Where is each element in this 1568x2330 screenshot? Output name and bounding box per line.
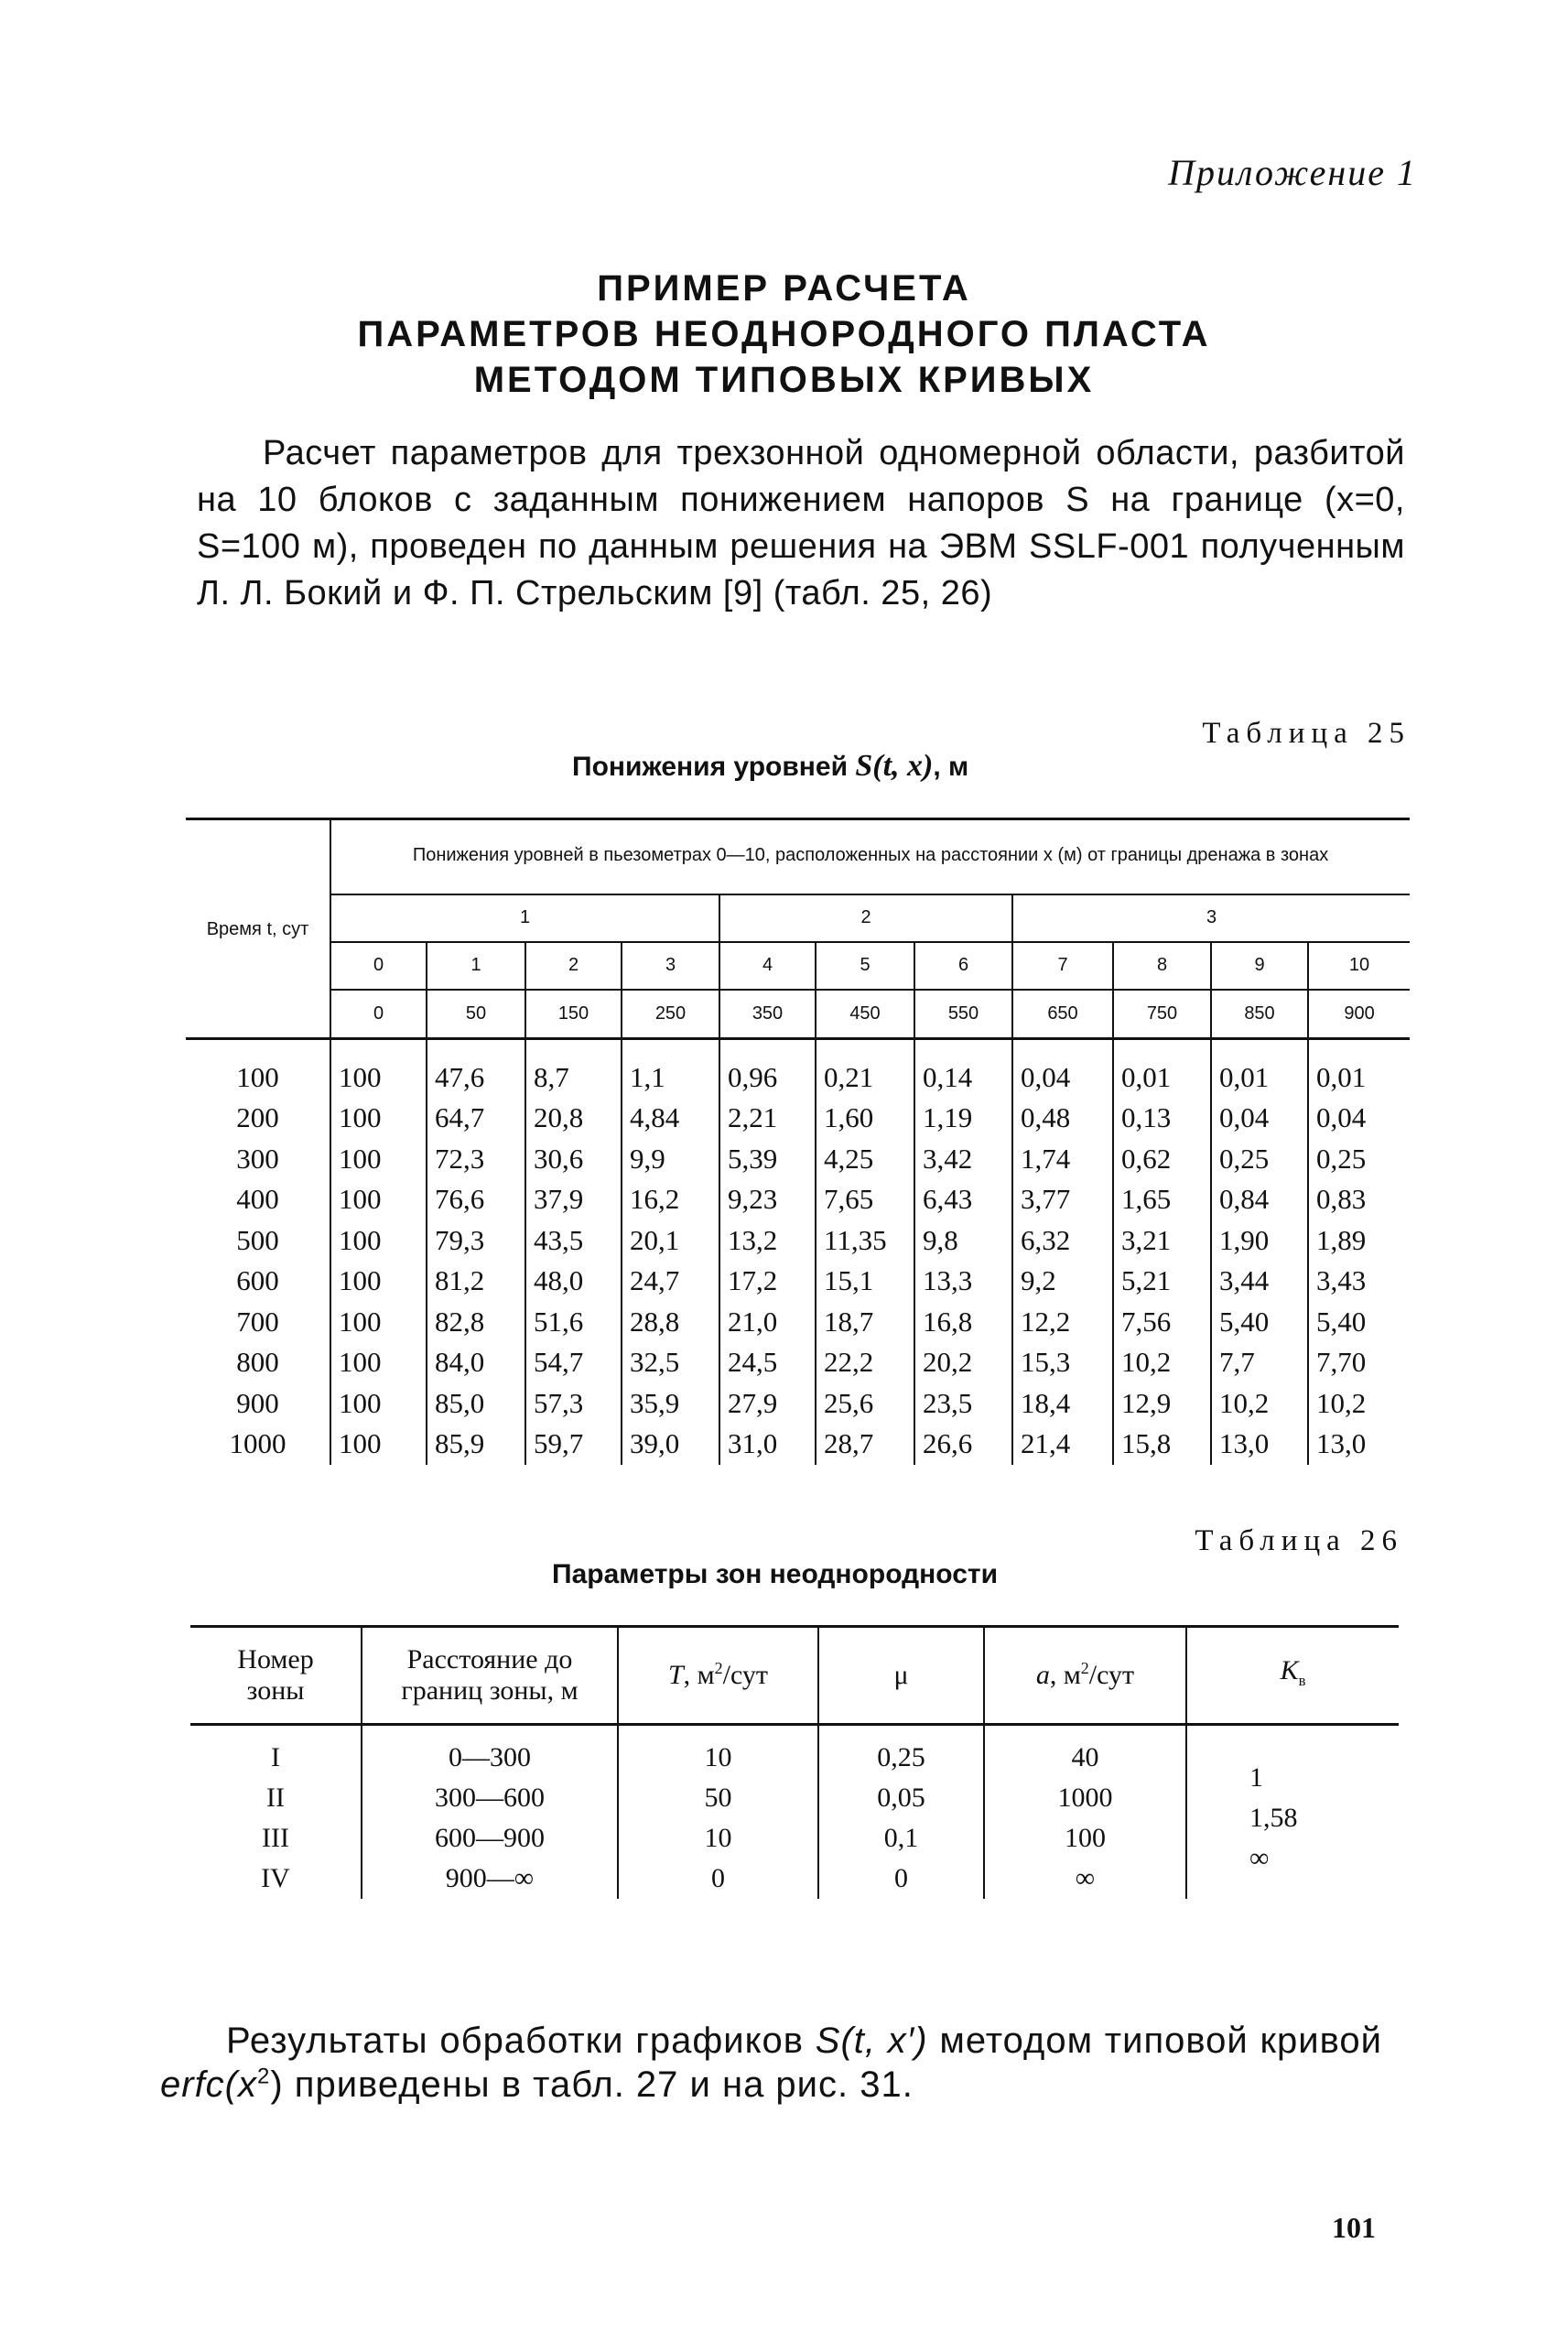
table25-caption [572, 749, 968, 784]
drawdown-cell: 20,8 [525, 1098, 622, 1139]
drawdown-cell: 47,6 [427, 1057, 525, 1099]
table-row [190, 1738, 1399, 1778]
drawdown-cell: 20,2 [914, 1342, 1012, 1383]
drawdown-cell: 8,7 [525, 1057, 622, 1099]
piezometer-header: 9 [1211, 942, 1308, 990]
drawdown-cell: 3,21 [1113, 1220, 1211, 1262]
piezometer-header: 2 [525, 942, 622, 990]
drawdown-cell: 17,2 [719, 1261, 816, 1302]
table25-caption-unit: , м [933, 752, 969, 782]
drawdown-cell: 1,90 [1211, 1220, 1308, 1262]
table-row [186, 1139, 1410, 1180]
drawdown-cell: 0,96 [719, 1057, 816, 1099]
drawdown-cell: 9,2 [1012, 1261, 1113, 1302]
drawdown-cell: 23,5 [914, 1383, 1012, 1425]
drawdown-cell: 54,7 [525, 1342, 622, 1383]
zone-T-cell: 0 [618, 1859, 818, 1899]
piezometer-header: 7 [1012, 942, 1113, 990]
drawdown-cell: 1,65 [1113, 1179, 1211, 1220]
drawdown-cell: 28,7 [816, 1424, 914, 1465]
drawdown-cell: 82,8 [427, 1302, 525, 1343]
drawdown-cell: 5,21 [1113, 1261, 1211, 1302]
piezometer-header: 0 [330, 942, 427, 990]
drawdown-cell: 0,01 [1113, 1057, 1211, 1099]
k-value: ∞ [1249, 1842, 1270, 1873]
drawdown-cell: 13,3 [914, 1261, 1012, 1302]
time-cell: 300 [236, 1142, 279, 1175]
drawdown-cell: 2,21 [719, 1098, 816, 1139]
drawdown-cell: 43,5 [525, 1220, 622, 1262]
drawdown-cell: 64,7 [427, 1098, 525, 1139]
time-header: Время t, сут [186, 819, 330, 1039]
piezometer-header: 1 [427, 942, 525, 990]
drawdown-cell: 22,2 [816, 1342, 914, 1383]
table25-caption-math: S(t, x) [855, 749, 934, 783]
zone-3: 3 [1012, 894, 1410, 942]
piezometer-header: 8 [1113, 942, 1211, 990]
k-values-cell [1186, 1738, 1399, 1899]
drawdown-cell: 72,3 [427, 1139, 525, 1180]
drawdown-cell: 4,84 [622, 1098, 719, 1139]
zone-a-cell: ∞ [984, 1859, 1186, 1899]
drawdown-cell: 9,23 [719, 1179, 816, 1220]
time-cell: 700 [236, 1305, 279, 1338]
intro-paragraph: Расчет параметров для трехзонной одномерной области, разбитой на 10 блоков с заданным понижением напоров S на границе (x=0, S=100 м), проведен по данным решения на ЭВМ SSLF-001 полученным Л. Л. Бокий и Ф. П. Стрельским [9] (табл. 25, 26) [197, 434, 1405, 612]
zone-dist-cell: 600—900 [362, 1818, 618, 1859]
drawdown-cell: 0,14 [914, 1057, 1012, 1099]
k-value: 1 [1249, 1761, 1263, 1793]
drawdown-cell: 48,0 [525, 1261, 622, 1302]
table-row [186, 1383, 1410, 1425]
zone-header-row [186, 894, 1410, 942]
drawdown-cell: 28,8 [622, 1302, 719, 1343]
time-cell: 1000 [229, 1427, 287, 1459]
distance-header: 650 [1012, 990, 1113, 1039]
distance-header: 900 [1308, 990, 1410, 1039]
drawdown-cell: 16,2 [622, 1179, 719, 1220]
table26-caption: Параметры зон неоднородности [552, 1559, 999, 1589]
drawdown-cell: 0,25 [1211, 1139, 1308, 1180]
drawdown-cell: 9,9 [622, 1139, 719, 1180]
drawdown-cell: 5,39 [719, 1139, 816, 1180]
drawdown-cell: 84,0 [427, 1342, 525, 1383]
piezometer-header: 10 [1308, 942, 1410, 990]
drawdown-cell: 31,0 [719, 1424, 816, 1465]
drawdown-cell: 16,8 [914, 1302, 1012, 1343]
drawdown-cell: 13,2 [719, 1220, 816, 1262]
zone-mu-cell: 0,05 [818, 1778, 984, 1818]
title-line-3: МЕТОДОМ ТИПОВЫХ КРИВЫХ [473, 360, 1095, 400]
drawdown-cell: 100 [330, 1139, 427, 1180]
drawdown-cell: 81,2 [427, 1261, 525, 1302]
drawdown-cell: 0,21 [816, 1057, 914, 1099]
time-cell: 500 [236, 1223, 279, 1256]
title-line-2: ПАРАМЕТРОВ НЕОДНОРОДНОГО ПЛАСТА [357, 314, 1211, 354]
drawdown-cell: 100 [330, 1098, 427, 1139]
drawdown-cell: 100 [330, 1057, 427, 1099]
drawdown-cell: 100 [330, 1220, 427, 1262]
piezometer-header: 5 [816, 942, 914, 990]
zone-2: 2 [719, 894, 1012, 942]
zone-zone-cell: I [271, 1741, 280, 1772]
distance-header: 0 [330, 990, 427, 1039]
drawdown-cell: 85,0 [427, 1383, 525, 1425]
zone-zone-cell: II [266, 1782, 285, 1813]
drawdown-cell: 100 [330, 1424, 427, 1465]
table25-caption-text: Понижения уровней [572, 752, 856, 782]
drawdown-cell: 26,6 [914, 1424, 1012, 1465]
table26-header-row [190, 1627, 1399, 1725]
drawdown-cell: 30,6 [525, 1139, 622, 1180]
page-title [0, 266, 1568, 403]
drawdown-cell: 3,43 [1308, 1261, 1410, 1302]
drawdown-cell: 0,04 [1308, 1098, 1410, 1139]
appendix-label: Приложение 1 [1168, 152, 1417, 193]
piezometer-header: 6 [914, 942, 1012, 990]
zone-zone-cell: IV [261, 1862, 290, 1893]
zone-number-header: Номер зоны [190, 1627, 362, 1725]
drawdown-cell: 12,9 [1113, 1383, 1211, 1425]
table-row [186, 1220, 1410, 1262]
drawdown-cell: 100 [330, 1261, 427, 1302]
time-cell: 100 [236, 1060, 279, 1093]
drawdown-cell: 85,9 [427, 1424, 525, 1465]
drawdown-cell: 13,0 [1211, 1424, 1308, 1465]
drawdown-cell: 24,5 [719, 1342, 816, 1383]
time-cell: 800 [236, 1346, 279, 1378]
table-row [186, 1179, 1410, 1220]
zone-dist-cell: 300—600 [362, 1778, 618, 1818]
drawdown-cell: 18,4 [1012, 1383, 1113, 1425]
drawdown-cell: 100 [330, 1342, 427, 1383]
drawdown-cell: 35,9 [622, 1383, 719, 1425]
table26-label: Таблица 26 [1195, 1524, 1403, 1557]
table25 [186, 818, 1410, 1465]
drawdown-cell: 7,70 [1308, 1342, 1410, 1383]
drawdown-cell: 15,3 [1012, 1342, 1113, 1383]
table26 [190, 1625, 1399, 1899]
closing-paragraph: Результаты обработки графиков S(t, x′) методом типовой кривой $erfc(x^2)$ приведены в табл. 27 и на рис. 31. [160, 2021, 1382, 2105]
drawdown-cell: 7,56 [1113, 1302, 1211, 1343]
zone-a-cell: 1000 [984, 1778, 1186, 1818]
zone-dist-cell: 0—300 [362, 1738, 618, 1778]
title-line-1: ПРИМЕР РАСЧЕТА [597, 268, 971, 309]
drawdown-cell: 21,0 [719, 1302, 816, 1343]
zone-dist-cell: 900—∞ [362, 1859, 618, 1899]
drawdown-cell: 10,2 [1113, 1342, 1211, 1383]
distance-header: Расстояние до границ зоны, м [362, 1627, 618, 1725]
table25-label: Таблица 25 [1202, 717, 1411, 750]
zone-T-cell: 50 [618, 1778, 818, 1818]
drawdown-cell: 1,19 [914, 1098, 1012, 1139]
drawdown-cell: 76,6 [427, 1179, 525, 1220]
drawdown-cell: 1,60 [816, 1098, 914, 1139]
distance-header: 750 [1113, 990, 1211, 1039]
distance-row [186, 990, 1410, 1039]
drawdown-cell: 7,7 [1211, 1342, 1308, 1383]
drawdown-cell: 3,42 [914, 1139, 1012, 1180]
page-number: 101 [1332, 2211, 1376, 2244]
drawdown-cell: 100 [330, 1383, 427, 1425]
drawdown-cell: 0,25 [1308, 1139, 1410, 1180]
drawdown-cell: 0,13 [1113, 1098, 1211, 1139]
drawdown-cell: 10,2 [1308, 1383, 1410, 1425]
drawdown-cell: 0,01 [1211, 1057, 1308, 1099]
drawdown-cell: 1,1 [622, 1057, 719, 1099]
transmissivity-header: T, $м^2$/сут [618, 1627, 818, 1725]
drawdown-cell: 37,9 [525, 1179, 622, 1220]
time-cell: 400 [236, 1183, 279, 1215]
drawdown-cell: 11,35 [816, 1220, 914, 1262]
piezometer-header: 4 [719, 942, 816, 990]
drawdown-cell: 21,4 [1012, 1424, 1113, 1465]
drawdown-cell: 0,84 [1211, 1179, 1308, 1220]
zone-mu-cell: 0,1 [818, 1818, 984, 1859]
drawdown-cell: 100 [330, 1302, 427, 1343]
time-cell: 200 [236, 1101, 279, 1133]
drawdown-cell: 5,40 [1211, 1302, 1308, 1343]
zone-T-cell: 10 [618, 1738, 818, 1778]
drawdown-cell: 51,6 [525, 1302, 622, 1343]
k-value: 1,58 [1249, 1802, 1298, 1833]
drawdown-cell: 24,7 [622, 1261, 719, 1302]
drawdown-cell: 39,0 [622, 1424, 719, 1465]
drawdown-cell: 5,40 [1308, 1302, 1410, 1343]
drawdown-cell: 100 [330, 1179, 427, 1220]
drawdown-cell: 0,01 [1308, 1057, 1410, 1099]
zone-1: 1 [330, 894, 719, 942]
drawdown-cell: 7,65 [816, 1179, 914, 1220]
drawdown-cell: 57,3 [525, 1383, 622, 1425]
table-row [186, 1302, 1410, 1343]
zone-zone-cell: III [262, 1822, 289, 1853]
table-row [186, 1261, 1410, 1302]
drawdown-cell: 10,2 [1211, 1383, 1308, 1425]
drawdown-cell: 0,04 [1211, 1098, 1308, 1139]
drawdown-cell: 1,89 [1308, 1220, 1410, 1262]
group-header: Понижения уровней в пьезометрах 0—10, расположенных на расстоянии x (м) от границы дренажа в зонах [330, 819, 1410, 894]
drawdown-cell: 25,6 [816, 1383, 914, 1425]
drawdown-cell: 0,83 [1308, 1179, 1410, 1220]
zone-mu-cell: 0 [818, 1859, 984, 1899]
drawdown-cell: 6,43 [914, 1179, 1012, 1220]
distance-header: 450 [816, 990, 914, 1039]
drawdown-cell: 27,9 [719, 1383, 816, 1425]
drawdown-cell: 20,1 [622, 1220, 719, 1262]
distance-header: 50 [427, 990, 525, 1039]
time-cell: 600 [236, 1264, 279, 1296]
drawdown-cell: 6,32 [1012, 1220, 1113, 1262]
distance-header: 150 [525, 990, 622, 1039]
drawdown-cell: 4,25 [816, 1139, 914, 1180]
k-header: $K_в$ [1186, 1627, 1399, 1725]
drawdown-cell: 3,44 [1211, 1261, 1308, 1302]
drawdown-cell: 0,62 [1113, 1139, 1211, 1180]
zone-a-cell: 100 [984, 1818, 1186, 1859]
drawdown-cell: 18,7 [816, 1302, 914, 1343]
piezometer-header: 3 [622, 942, 719, 990]
table-row [186, 1342, 1410, 1383]
table-row [186, 1098, 1410, 1139]
distance-header: 350 [719, 990, 816, 1039]
drawdown-cell: 3,77 [1012, 1179, 1113, 1220]
drawdown-cell: 1,74 [1012, 1139, 1113, 1180]
drawdown-cell: 59,7 [525, 1424, 622, 1465]
drawdown-cell: 13,0 [1308, 1424, 1410, 1465]
zone-a-cell: 40 [984, 1738, 1186, 1778]
drawdown-cell: 0,04 [1012, 1057, 1113, 1099]
time-cell: 900 [236, 1386, 279, 1419]
drawdown-cell: 12,2 [1012, 1302, 1113, 1343]
distance-header: 850 [1211, 990, 1308, 1039]
table-row [186, 1057, 1410, 1099]
drawdown-cell: 15,1 [816, 1261, 914, 1302]
drawdown-cell: 9,8 [914, 1220, 1012, 1262]
diffusivity-header: a, $м^2$/сут [984, 1627, 1186, 1725]
mu-header: μ [818, 1627, 984, 1725]
table-row [186, 1424, 1410, 1465]
distance-header: 550 [914, 990, 1012, 1039]
piezometer-row [186, 942, 1410, 990]
drawdown-cell: 79,3 [427, 1220, 525, 1262]
drawdown-cell: 15,8 [1113, 1424, 1211, 1465]
zone-T-cell: 10 [618, 1818, 818, 1859]
zone-mu-cell: 0,25 [818, 1738, 984, 1778]
drawdown-cell: 0,48 [1012, 1098, 1113, 1139]
drawdown-cell: 32,5 [622, 1342, 719, 1383]
distance-header: 250 [622, 990, 719, 1039]
